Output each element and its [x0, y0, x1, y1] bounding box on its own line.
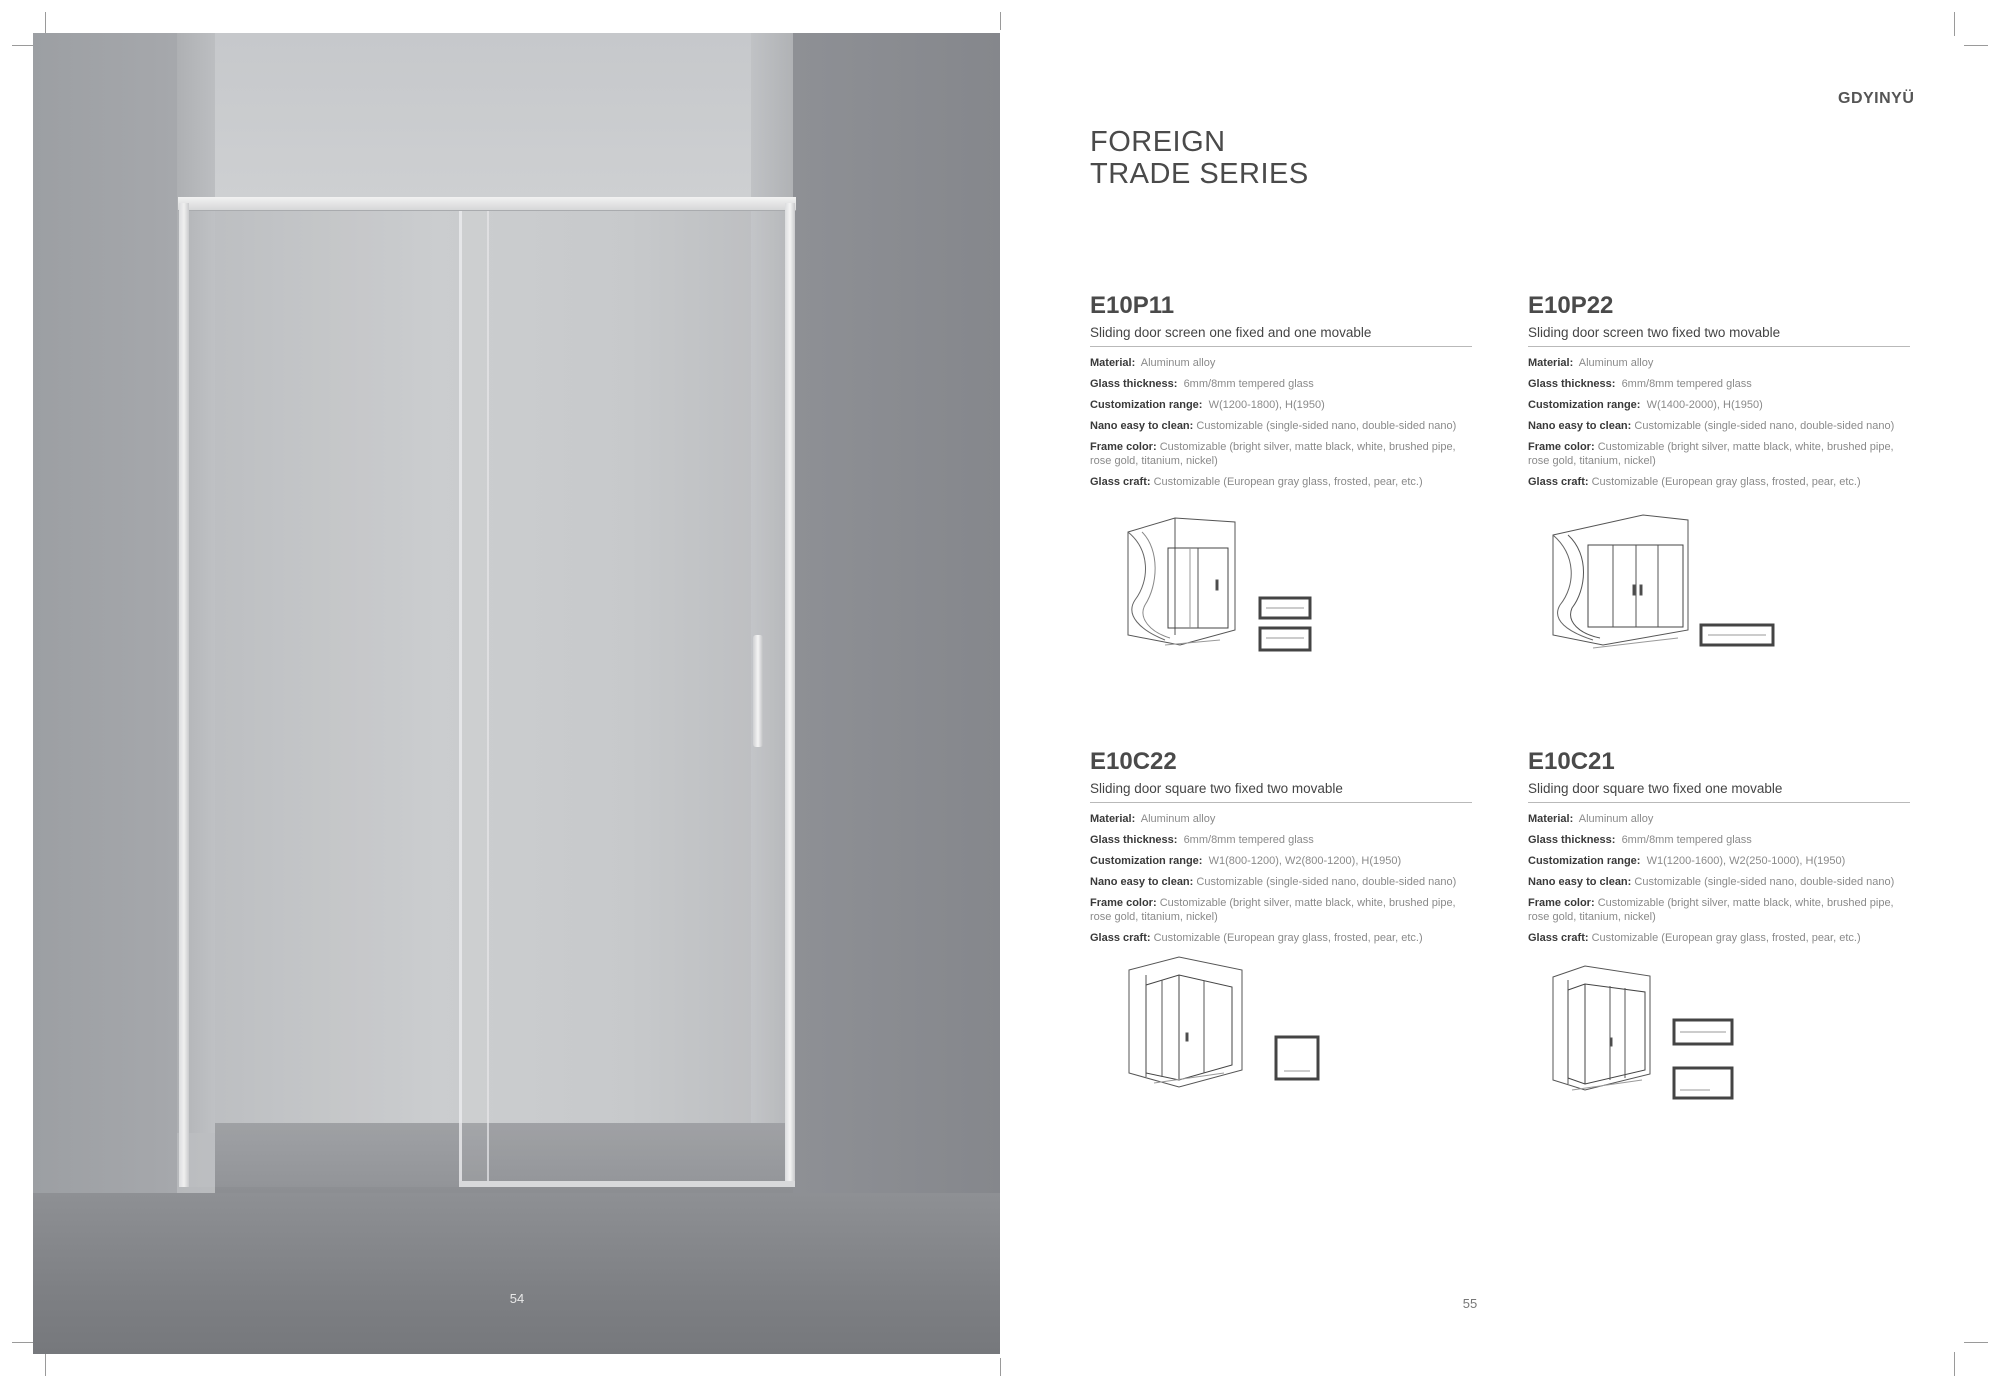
product-subtitle: Sliding door square two fixed one movable	[1528, 781, 1910, 803]
e10c21-diagram	[1550, 962, 1740, 1102]
shower-door-photo	[33, 33, 1000, 1354]
spec-material: Material: Aluminum alloy	[1090, 813, 1216, 825]
floor	[33, 1193, 1000, 1354]
brand-logo: GDYINYÜ	[1838, 90, 1915, 107]
spec-nano: Nano easy to clean: Customizable (single-sided nano, double-sided nano)	[1528, 420, 1895, 432]
sliding-glass-panel	[459, 211, 785, 1187]
right-wall	[793, 33, 1000, 1193]
spec-frame-color: Frame color: Customizable (bright silver, matte black, white, brushed pipe, rose gold, titanium, nickel)	[1528, 441, 1894, 467]
spec-frame-color: Frame color: Customizable (bright silver, matte black, white, brushed pipe, rose gold, titanium, nickel)	[1090, 897, 1456, 923]
crop-mark	[1954, 12, 1955, 36]
product-subtitle: Sliding door screen two fixed two movable	[1528, 325, 1910, 347]
spec-material: Material: Aluminum alloy	[1528, 813, 1654, 825]
spec-list	[1528, 356, 1910, 489]
crop-mark	[1954, 1352, 1955, 1376]
spec-frame-color: Frame color: Customizable (bright silver, matte black, white, brushed pipe, rose gold, titanium, nickel)	[1090, 441, 1456, 467]
right-frame-post	[785, 203, 795, 1187]
product-card-e10c21	[1528, 748, 1910, 952]
crop-mark	[1964, 1342, 1988, 1343]
spec-glass-thickness: Glass thickness: 6mm/8mm tempered glass	[1090, 834, 1314, 846]
spec-customization-range: Customization range: W(1400-2000), H(1950)	[1528, 399, 1763, 411]
product-code: E10P11	[1090, 292, 1175, 319]
product-code: E10C21	[1528, 748, 1615, 775]
spec-nano: Nano easy to clean: Customizable (single-sided nano, double-sided nano)	[1090, 420, 1457, 432]
spec-customization-range: Customization range: W(1200-1800), H(1950)	[1090, 399, 1325, 411]
page-number-left: 54	[509, 1291, 525, 1306]
left-frame-post	[179, 203, 189, 1187]
door-handle	[753, 635, 763, 747]
spec-glass-craft: Glass craft: Customizable (European gray glass, frosted, pear, etc.)	[1090, 476, 1423, 488]
spec-material: Material: Aluminum alloy	[1528, 357, 1654, 369]
spec-glass-craft: Glass craft: Customizable (European gray glass, frosted, pear, etc.)	[1090, 932, 1423, 944]
product-card-e10c22	[1090, 748, 1472, 952]
product-code: E10C22	[1090, 748, 1177, 775]
left-wall	[33, 33, 177, 1193]
bottom-rail	[459, 1181, 795, 1187]
spec-frame-color: Frame color: Customizable (bright silver, matte black, white, brushed pipe, rose gold, titanium, nickel)	[1528, 897, 1894, 923]
product-subtitle: Sliding door square two fixed two movable	[1090, 781, 1472, 803]
top-rail	[178, 197, 796, 211]
crop-mark	[1000, 1358, 1001, 1376]
alcove-top-wall	[177, 33, 825, 203]
series-title	[1090, 126, 1309, 190]
series-title-line-2: TRADE SERIES	[1090, 158, 1309, 190]
spec-glass-thickness: Glass thickness: 6mm/8mm tempered glass	[1090, 378, 1314, 390]
product-card-e10p11	[1090, 292, 1472, 496]
product-card-e10p22	[1528, 292, 1910, 496]
series-title-line-1: FOREIGN	[1090, 126, 1226, 158]
spec-glass-craft: Glass craft: Customizable (European gray glass, frosted, pear, etc.)	[1528, 932, 1861, 944]
spec-customization-range: Customization range: W1(800-1200), W2(800-1200), H(1950)	[1090, 855, 1402, 867]
crop-mark	[45, 1352, 46, 1376]
spec-list	[1528, 812, 1910, 945]
product-subtitle: Sliding door screen one fixed and one movable	[1090, 325, 1472, 347]
spec-glass-craft: Glass craft: Customizable (European gray glass, frosted, pear, etc.)	[1528, 476, 1861, 488]
spec-glass-thickness: Glass thickness: 6mm/8mm tempered glass	[1528, 834, 1752, 846]
product-code: E10P22	[1528, 292, 1614, 319]
spec-nano: Nano easy to clean: Customizable (single-sided nano, double-sided nano)	[1090, 876, 1457, 888]
spec-customization-range: Customization range: W1(1200-1600), W2(250-1000), H(1950)	[1528, 855, 1846, 867]
page-number-right: 55	[1462, 1296, 1478, 1311]
crop-mark	[1964, 45, 1988, 46]
spec-material: Material: Aluminum alloy	[1090, 357, 1216, 369]
crop-mark	[1000, 12, 1001, 30]
spec-list	[1090, 356, 1472, 489]
e10p11-diagram	[1120, 510, 1320, 660]
fixed-glass-panel	[189, 211, 489, 1187]
spec-list	[1090, 812, 1472, 945]
spec-nano: Nano easy to clean: Customizable (single-sided nano, double-sided nano)	[1528, 876, 1895, 888]
e10c22-diagram	[1124, 955, 1324, 1095]
e10p22-diagram	[1548, 510, 1788, 660]
spec-glass-thickness: Glass thickness: 6mm/8mm tempered glass	[1528, 378, 1752, 390]
